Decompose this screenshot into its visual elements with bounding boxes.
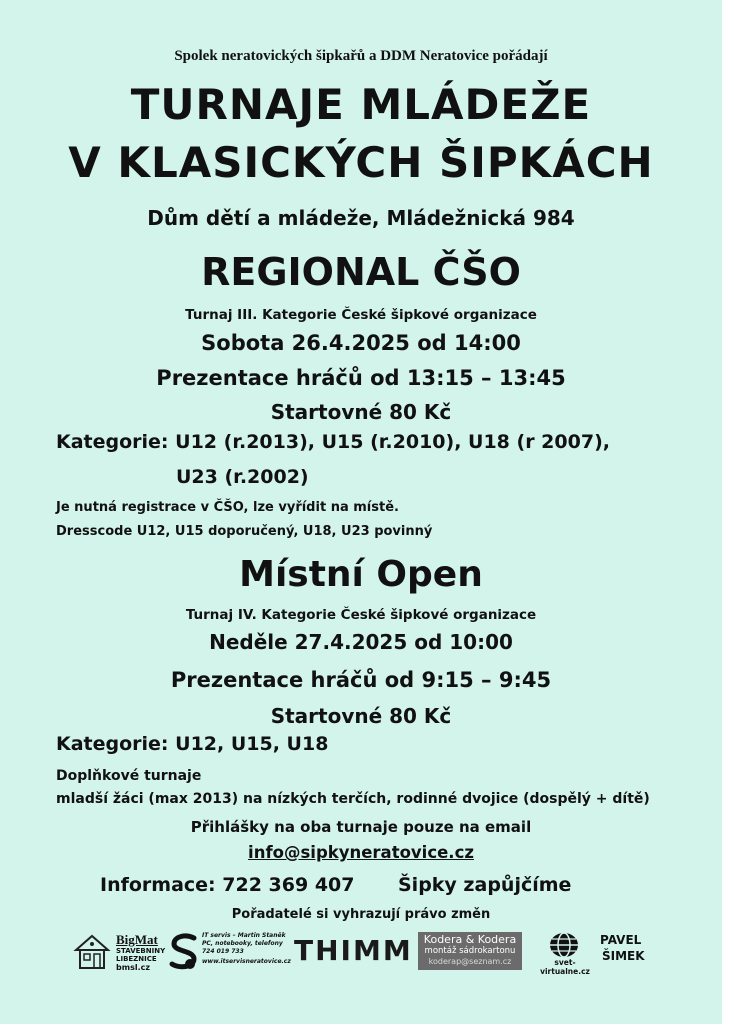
- svet-virtualne-name: svet-virtualne.cz: [540, 958, 590, 976]
- rights-reserved-note: Pořadatelé si vyhrazují právo změn: [231, 907, 491, 922]
- regional-presentation: Prezentace hráčů od 13:15 – 13:45: [156, 366, 566, 390]
- it-line1: IT servis – Martin Staněk: [202, 932, 286, 939]
- bigmat-line2: LIBEZNICE: [116, 955, 157, 963]
- regional-categories-line2: U23 (r.2002): [176, 466, 309, 488]
- info-phone: Informace: 722 369 407: [100, 874, 355, 896]
- regional-registration-note: Je nutná registrace v ČŠO, lze vyřídit na místě.: [56, 500, 399, 515]
- kodera-name: Kodera & Kodera: [423, 933, 517, 946]
- extra-tournaments-text: mladší žáci (max 2013) na nízkých terčích, rodinné dvojice (dospělý + dítě): [56, 791, 650, 807]
- regional-dresscode-note: Dresscode U12, U15 doporučený, U18, U23 povinný: [56, 524, 433, 539]
- it-line4: www.itservisneratovice.cz: [202, 958, 291, 965]
- thimm-logo: THIMM: [294, 934, 413, 967]
- regional-categories-line1: Kategorie: U12 (r.2013), U15 (r.2010), U18 (r 2007),: [56, 431, 610, 453]
- regional-date: Sobota 26.4.2025 od 14:00: [201, 331, 521, 355]
- open-date: Neděle 27.4.2025 od 10:00: [209, 630, 513, 654]
- sponsor-bigmat: [72, 932, 164, 972]
- signup-note: Přihlášky na oba turnaje pouze na email: [190, 818, 532, 836]
- bigmat-name: BigMat: [116, 932, 158, 947]
- darts-lending: Šipky zapůjčíme: [398, 874, 572, 896]
- it-line3: 724 019 733: [202, 948, 244, 955]
- venue: Dům dětí a mládeže, Mládežnická 984: [147, 206, 575, 230]
- sponsor-kodera: [418, 932, 522, 970]
- house-icon: [72, 932, 112, 972]
- bigmat-web: bmsl.cz: [116, 963, 151, 972]
- organizers-line: Spolek neratovických šipkařů a DDM Neratovice pořádají: [174, 48, 548, 64]
- kodera-subtitle: montáž sádrokartonu: [424, 946, 516, 956]
- sponsor-thimm: [294, 934, 412, 970]
- open-presentation: Prezentace hráčů od 9:15 – 9:45: [170, 668, 552, 692]
- it-servis-logo-icon: [168, 932, 200, 972]
- regional-title: REGIONAL ČŠO: [201, 250, 521, 294]
- open-fee: Startovné 80 Kč: [270, 704, 452, 728]
- kodera-email: koderap@seznam.cz: [428, 957, 512, 966]
- pavel-line2: ŠIMEK: [602, 949, 645, 963]
- extra-tournaments-title: Doplňkové turnaje: [56, 768, 202, 784]
- open-title: Místní Open: [239, 554, 483, 595]
- email-link[interactable]: info@sipkyneratovice.cz: [248, 843, 474, 862]
- regional-subtitle: Turnaj III. Kategorie České šipkové organizace: [185, 307, 537, 323]
- pavel-line1: PAVEL: [600, 933, 642, 947]
- sponsor-it-servis: [168, 930, 291, 974]
- regional-fee: Startovné 80 Kč: [270, 400, 452, 424]
- it-line2: PC, notebooky, telefony: [202, 940, 283, 947]
- open-categories: Kategorie: U12, U15, U18: [56, 733, 329, 755]
- sponsor-pavel-simek: [600, 933, 660, 969]
- open-subtitle: Turnaj IV. Kategorie České šipkové organizace: [185, 607, 537, 623]
- main-title-line1: TURNAJE MLÁDEŽE: [130, 80, 592, 129]
- bigmat-line1: STAVEBNINY: [116, 947, 166, 955]
- main-title-line2: V KLASICKÝCH ŠIPKÁCH: [68, 138, 654, 187]
- globe-icon: [548, 932, 580, 958]
- sponsor-svet-virtualne: [532, 932, 598, 976]
